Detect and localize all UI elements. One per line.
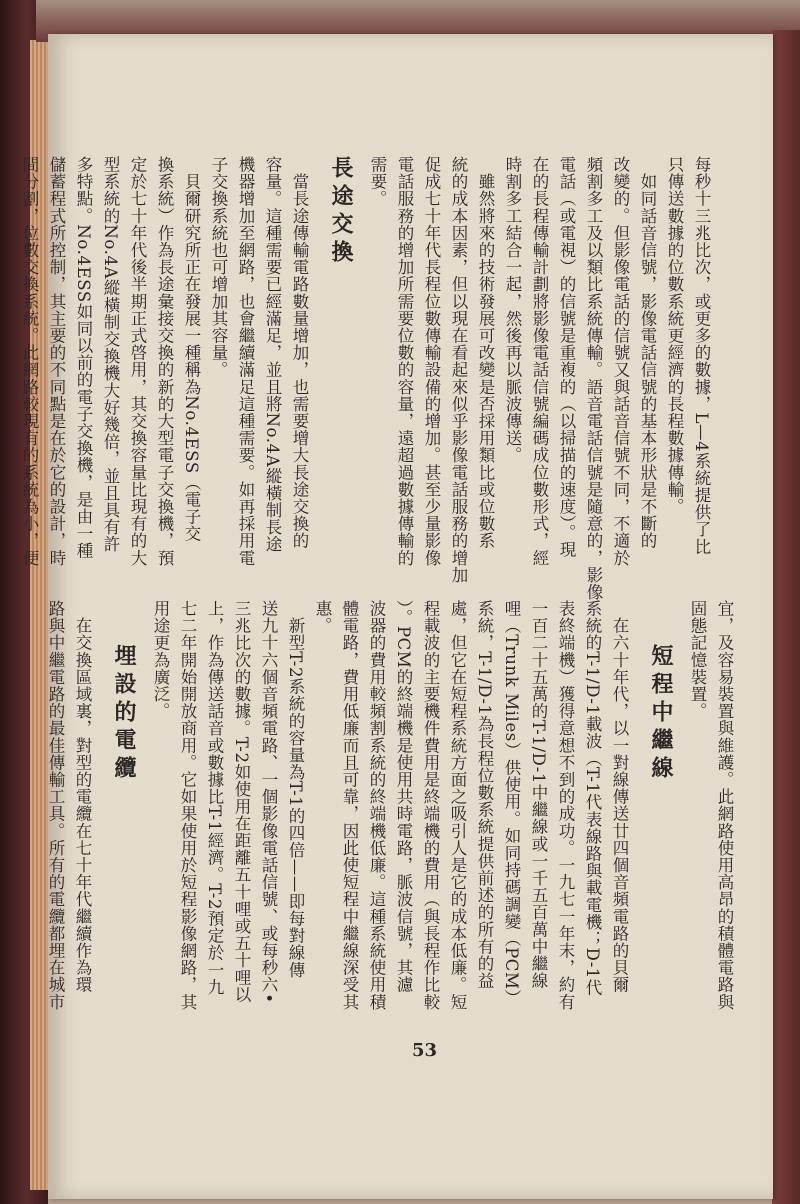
text-line: 容量。這種需要已經滿足，並且將No.4A縱橫制長途: [263, 156, 282, 553]
text-line: 子交換系統也可增加其容量。: [209, 156, 228, 379]
text-line: 在六十年代，以一對線傳送廿四個音頻電路的貝爾: [610, 600, 629, 994]
section-heading: 埋設的電纜: [111, 644, 137, 784]
page-number: 53: [412, 1040, 438, 1061]
text-line: 貝爾研究所正在發展一種稱為No.4ESS（電子交: [182, 156, 201, 543]
text-line: 系統，T-1/D-1為長程位數系統提供前述的所有的益: [475, 600, 494, 990]
text-line: 每秒十三兆比次，或更多的數據，L—4系統提供了比: [692, 156, 711, 555]
text-line: 用途更為廣泛。: [151, 600, 170, 720]
text-line: 時割多工結合一起，然後再以脈波傳送。: [503, 156, 522, 464]
text-line: 送九十六個音頻電路、一個影像電話信號、或每秒六•: [259, 600, 278, 1004]
text-line: 上，作為傳送話音或數據比T-1經濟。T-2預定於一九: [205, 600, 224, 996]
text-line: 需要。: [368, 156, 387, 208]
text-line: 促成七十年代長程位數傳輸設備的增加。甚至少量影像: [422, 156, 441, 567]
text-line: 儲蓄程式所控制，其主要的不同點是在於它的設計，時: [47, 156, 66, 567]
text-line: 電話服務的增加所需要位數的容量，遠超過數據傳輸的: [395, 156, 414, 567]
text-line: 哩（Trunk Miles）供使用。如同持碼調變（PCM）: [502, 600, 521, 1007]
text-line: 路與中繼電路的最佳傳輸工具。所有的電纜都埋在城市: [46, 600, 65, 1011]
text-line: 系統的T-1/D-1載波（T-1代表線路與載電機；D-1代: [583, 600, 602, 997]
text-line: 機器增加至網路，也會繼續滿足這種需要。如再採用電: [236, 156, 255, 567]
text-line: 只傳送數據的位數系統更經濟的長程數據傳輸。: [665, 156, 684, 516]
text-line: 在交換區域裏，對型的電纜在七十年代繼續作為環: [73, 600, 92, 994]
text-line: 表終端機）獲得意想不到的成功。一九七一年末，約有: [556, 600, 575, 1011]
text-line: 統的成本因素，但以現在看起來似乎影像電話服務的增加: [449, 156, 468, 584]
lower-text-block: [46, 600, 738, 1030]
text-line: 新型T-2系統的容量為T-1的四倍——即每對線傳: [286, 600, 305, 979]
text-line: 波器的費用較頻割系統的終端機低廉。這種系統使用積: [367, 600, 386, 1011]
text-line: 處，但它在短程系統方面之吸引人是它的成本低廉。短: [448, 600, 467, 1011]
text-line: 改變的。但影像電話的信號又與話音信號不同，不適於: [611, 156, 630, 567]
section-heading: 短程中繼線: [648, 644, 674, 784]
text-line: ）。PCM的終端機是使用共時電路，脈波信號，其濾: [394, 600, 413, 994]
text-line: 程載波的主要機件費用是終端機的費用（與長程作比較: [421, 600, 440, 1011]
upper-text-block: [20, 156, 715, 601]
text-line: 一百二十五萬的T-1/D-1中繼線或一千五百萬中繼線: [529, 600, 548, 990]
text-line: 在的長程傳輸計劃將影像電話信號編碼成位數形式，經: [530, 156, 549, 567]
text-line: 七二年開始開放商用。它如果使用於短程影像網路，其: [178, 600, 197, 1011]
text-line: 三兆比次的數據。T-2如使用在距離五十哩或五十哩以: [232, 600, 251, 1003]
text-line: 固態記憶裝置。: [688, 600, 707, 720]
text-line: 定於七十年代後半期正式啓用，其交換容量比現有的大: [128, 156, 147, 567]
text-line: 惠。: [313, 600, 332, 635]
text-line: 間分割，位數交換系統。此網路較現有的系統為小，便: [20, 156, 39, 567]
text-line: 換系統）作為長途彙接交換的新的大型電子交換機，預: [155, 156, 174, 567]
text-line: 型系統的No.4A縱橫制交換機大好幾倍，並且具有許: [101, 156, 120, 553]
text-line: 多特點。No.4ESS如同以前的電子交換機，是由一種: [74, 156, 93, 560]
text-line: 如同話音信號，影像電話信號的基本形狀是不斷的: [638, 156, 657, 550]
section-heading: 長途交換: [328, 156, 354, 268]
text-line: 頻割多工及以類比系統傳輸。語音電話信號是隨意的，影像: [584, 156, 603, 601]
text-line: 雖然將來的技術發展可改變是否採用類比或位數系: [476, 156, 495, 550]
text-line: 當長途傳輸電路數量增加，也需要增大長途交換的: [290, 156, 309, 550]
book-cover-right: [772, 30, 800, 1204]
text-line: 體電路，費用低廉而且可靠，因此使短程中繼線深受其: [340, 600, 359, 1011]
text-line: 電話（或電視）的信號是重複的（以掃描的速度）。現: [557, 156, 576, 559]
text-line: 宜，及容易裝置與維護。此網路使用高昂的積體電路與: [715, 600, 734, 1011]
